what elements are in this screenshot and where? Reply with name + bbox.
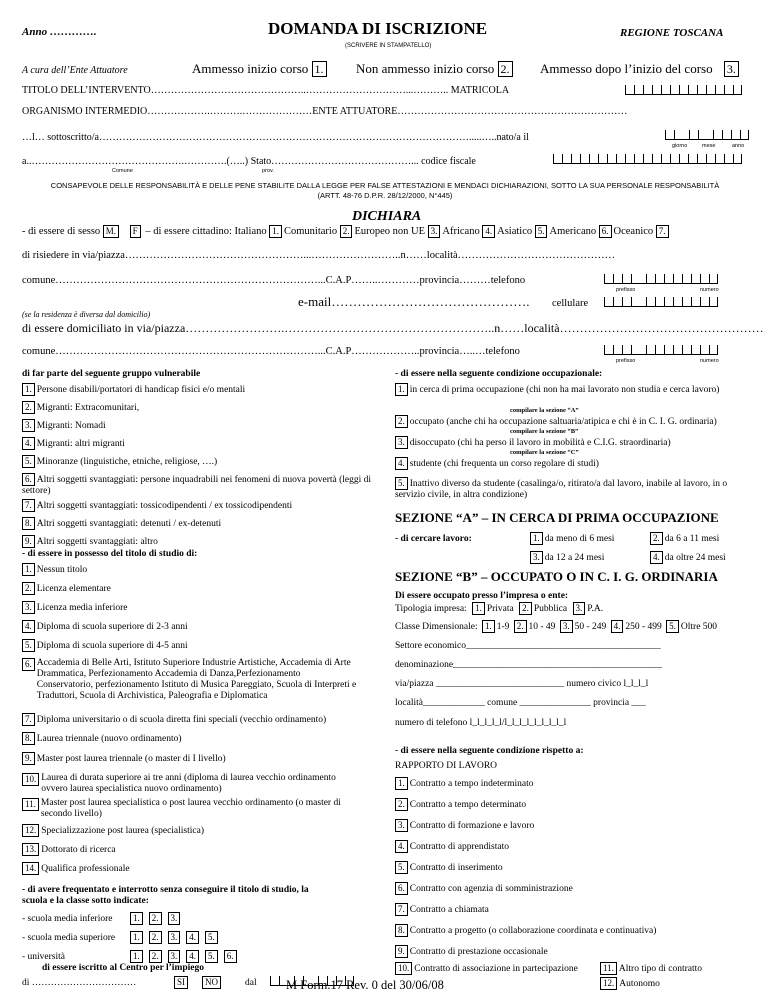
studio-7-checkbox[interactable]: 7. <box>22 713 35 726</box>
condizione-5-checkbox[interactable]: 5. <box>395 477 408 490</box>
pubblica-label: Pubblica <box>533 604 568 614</box>
gruppo-item[interactable] <box>22 419 106 432</box>
cittadinanza-7-checkbox[interactable]: 7. <box>656 225 669 238</box>
ente-label: A cura dell’Ente Attuatore <box>22 65 128 76</box>
gruppo-3-checkbox[interactable]: 3. <box>22 419 35 432</box>
si-label: SI <box>174 976 188 989</box>
condizione-2-checkbox[interactable]: 2. <box>395 415 408 428</box>
studio-14-label: Qualifica professionale <box>41 864 130 874</box>
prefisso2-label: prefisso <box>616 358 636 364</box>
sesso-f-checkbox[interactable]: F <box>130 225 141 238</box>
contratto-item[interactable] <box>395 924 656 937</box>
cercare-lavoro-label: - di cercare lavoro: <box>395 534 472 544</box>
domicilio-note: (se la residenza è diversa dal domicilio) <box>22 310 151 319</box>
media-superiore-row: - scuola media superiore 1. 2. 3. 4. 5. <box>22 931 220 944</box>
condizione-4-label: studente (chi frequenta un corso regolare di studi) <box>409 459 599 469</box>
contratto-item[interactable] <box>395 861 503 874</box>
domicilio-comune-field[interactable]: comune…………………………………………………………………...C.A.P………………..provincia…..…telefono <box>22 346 520 357</box>
centro-impiego-di-field[interactable]: di …………………………… <box>22 978 137 988</box>
gruppo-5-checkbox[interactable]: 5. <box>22 455 35 468</box>
giorno-label: giorno <box>672 143 688 149</box>
ammesso-label: Ammesso inizio corso <box>192 61 309 76</box>
prov-hint: prov. <box>262 168 274 174</box>
studio-3-checkbox[interactable]: 3. <box>22 601 35 614</box>
cittadinanza-6-checkbox[interactable]: 6. <box>599 225 612 238</box>
condizione-1-checkbox[interactable]: 1. <box>395 383 408 396</box>
prefisso-label: prefisso <box>616 287 636 293</box>
si-checkbox[interactable] <box>174 976 190 989</box>
anno-label: Anno …………. <box>22 26 97 38</box>
gruppo-8-label: Altri soggetti svantaggiati: detenuti / ex-detenuti <box>36 519 222 529</box>
consapevole-text: CONSAPEVOLE DELLE RESPONSABILITÀ E DELLE PENE STABILITE DALLA LEGGE PER FALSE ATTESTAZIONI E MENDACI DICHIARAZIONI, SOTTO LA SUA PERSONALE RESPONSABILITÀ (ARTT. 48-76 D.P.R. 28/12/2000, N°445) <box>50 181 720 200</box>
condizione-2-label: occupato (anche chi ha occupazione saltuaria/atipica e chi è in C. I. G. ordinaria) <box>409 417 717 427</box>
classe-1-label: 1-9 <box>496 622 510 632</box>
gruppo-item[interactable] <box>22 383 245 396</box>
gruppo-6-label: Altri soggetti svantaggiati: persone inquadrabili nei fenomeni di nuova povertà (leggi di settore) <box>22 475 372 496</box>
contratto-6-checkbox[interactable]: 6. <box>395 882 408 895</box>
gruppo-2-checkbox[interactable]: 2. <box>22 401 35 414</box>
contratto-item[interactable] <box>600 962 702 975</box>
mese-label: mese <box>702 143 716 149</box>
contratto-2-checkbox[interactable]: 2. <box>395 798 408 811</box>
studio-item[interactable] <box>22 843 116 856</box>
studio-item[interactable] <box>22 824 204 837</box>
studio-4-label: Diploma di scuola superiore di 2-3 anni <box>36 622 188 632</box>
footer-form-code: M Form.17 Rev. 0 del 30/06/08 <box>286 978 444 992</box>
classe-4-label: 250 - 499 <box>625 622 662 632</box>
gruppo-title: di far parte del seguente gruppo vulnerabile <box>22 369 201 379</box>
gruppo-7-label: Altri soggetti svantaggiati: tossicodipendenti / ex tossicodipendenti <box>36 501 293 511</box>
occupato-presso-label: Di essere occupato presso l’impresa o ente: <box>395 591 569 601</box>
studio-item[interactable] <box>22 601 127 614</box>
classe-2-label: 10 - 49 <box>528 622 556 632</box>
rapporto-label: RAPPORTO DI LAVORO <box>395 761 498 771</box>
titolo-studio-title: - di essere in possesso del titolo di studio di: <box>22 549 198 559</box>
matricola-cells[interactable] <box>625 83 742 95</box>
cittadinanza-4-checkbox[interactable]: 4. <box>482 225 495 238</box>
studio-9-label: Master post laurea triennale (o master di I livello) <box>36 754 226 764</box>
gruppo-7-checkbox[interactable]: 7. <box>22 499 35 512</box>
studio-item[interactable] <box>22 582 111 595</box>
studio-item[interactable] <box>22 639 188 652</box>
contratto-item[interactable] <box>395 945 548 958</box>
contratto-5-checkbox[interactable]: 5. <box>395 861 408 874</box>
gruppo-3-label: Migranti: Nomadi <box>36 421 106 431</box>
localita-impresa-field[interactable]: località_____________ comune _______________ provincia ___ <box>395 698 646 708</box>
cittadinanza-5-label: Americano <box>549 226 597 237</box>
condizione-item[interactable] <box>395 457 599 470</box>
condizione-3-label: disoccupato (chi ha perso il lavoro in mobilità e C.I.G. straordinaria) <box>409 438 671 448</box>
codice-fiscale-cells[interactable] <box>553 152 742 164</box>
denominazione-field[interactable]: denominazione____________________________________________ <box>395 660 663 670</box>
cerca-opt-2[interactable] <box>650 532 719 545</box>
cittadinanza-3-checkbox[interactable]: 3. <box>428 225 441 238</box>
studio-item[interactable] <box>22 773 363 795</box>
pa-label: P.A. <box>587 604 604 614</box>
studio-item[interactable] <box>22 658 359 702</box>
sezione-a-title: SEZIONE “A” – IN CERCA DI PRIMA OCCUPAZIONE <box>395 510 719 525</box>
gruppo-2-label: Migranti: Extracomunitari, <box>36 403 140 413</box>
ammesso-checkbox[interactable]: 1. <box>312 61 327 77</box>
contratto-12-label: Autonomo <box>619 979 660 989</box>
contratto-8-label: Contratto a progetto (o collaborazione coordinata e continuativa) <box>409 926 657 936</box>
centro-impiego-label: di essere iscritto al Centro per l’impiego <box>42 963 204 973</box>
contratto-item[interactable] <box>395 840 509 853</box>
gruppo-9-label: Altri soggetti svantaggiati: altro <box>36 537 158 547</box>
studio-12-checkbox[interactable]: 12. <box>22 824 39 837</box>
studio-13-checkbox[interactable]: 13. <box>22 843 39 856</box>
studio-item[interactable] <box>22 713 326 726</box>
cerca-1-label: da meno di 6 mesi <box>544 534 615 544</box>
regione-label: REGIONE TOSCANA <box>620 27 724 39</box>
contratto-item[interactable] <box>395 882 573 895</box>
condizione-4-checkbox[interactable]: 4. <box>395 457 408 470</box>
sesso-cittadinanza-row <box>22 225 671 238</box>
contratto-1-checkbox[interactable]: 1. <box>395 777 408 790</box>
contratto-item[interactable] <box>395 962 578 975</box>
cittadinanza-4-label: Asiatico <box>497 226 533 237</box>
dal-label: dal <box>245 978 257 988</box>
studio-item[interactable] <box>22 732 182 745</box>
data-nascita-cells[interactable] <box>665 128 749 140</box>
pa-checkbox[interactable]: 3. <box>573 602 586 615</box>
gruppo-1-checkbox[interactable]: 1. <box>22 383 35 396</box>
gruppo-item[interactable] <box>22 517 221 530</box>
classe-3-checkbox[interactable]: 3. <box>560 620 573 633</box>
studio-item[interactable] <box>22 620 188 633</box>
contratto-3-label: Contratto di formazione e lavoro <box>409 821 535 831</box>
gruppo-5-label: Minoranze (linguistiche, etniche, religiose, ….) <box>36 457 218 467</box>
studio-11-checkbox[interactable]: 11. <box>22 798 39 811</box>
tipologia-label: Tipologia impresa: <box>395 604 467 614</box>
studio-item[interactable] <box>22 862 130 875</box>
anno-nascita-label: anno <box>732 143 745 149</box>
contratto-10-checkbox[interactable]: 10. <box>395 962 412 975</box>
gruppo-item[interactable] <box>22 437 125 450</box>
studio-14-checkbox[interactable]: 14. <box>22 862 39 875</box>
condizione-5-label: Inattivo diverso da studente (casalinga/o, ritirato/a dal lavoro, inabile al lavoro, in o servizio civile, in altra condizione) <box>395 479 728 500</box>
contratto-9-checkbox[interactable]: 9. <box>395 945 408 958</box>
studio-8-label: Laurea triennale (nuovo ordinamento) <box>36 734 182 744</box>
universita-label: - università <box>22 952 66 962</box>
studio-8-checkbox[interactable]: 8. <box>22 732 35 745</box>
studio-2-checkbox[interactable]: 2. <box>22 582 35 595</box>
classe-2-checkbox[interactable]: 2. <box>514 620 527 633</box>
cellulare-label: cellulare <box>552 298 589 309</box>
studio-2-label: Licenza elementare <box>36 584 111 594</box>
contratto-12-checkbox[interactable]: 12. <box>600 977 617 990</box>
condizione-item[interactable] <box>395 415 717 428</box>
contratto-8-checkbox[interactable]: 8. <box>395 924 408 937</box>
cittadino-label: – di essere cittadino: Italiano <box>145 226 267 237</box>
no-label: NO <box>202 976 221 989</box>
contratto-11-checkbox[interactable]: 11. <box>600 962 617 975</box>
studio-9-checkbox[interactable]: 9. <box>22 752 35 765</box>
cerca-2-label: da 6 a 11 mesi <box>664 534 720 544</box>
ammesso-dopo-label: Ammesso dopo l’inizio del corso <box>540 61 713 76</box>
media-inferiore-label: - scuola media inferiore <box>22 914 113 924</box>
classe-row <box>395 620 717 633</box>
cittadinanza-3-label: Africano <box>442 226 480 237</box>
numero-label: numero <box>700 287 719 293</box>
organismo-field[interactable]: ORGANISMO INTERMEDIO……………….……….…………………ENTE ATTUATORE…………………………………………………………… <box>22 106 628 117</box>
compila-c-note: compilare la sezione “C” <box>510 449 579 456</box>
studio-6-label: Accademia di Belle Arti, Istituto Superiore Industrie Artistiche, Accademia di Arte Drammatica, Perfezionamento Accademia di Danza,Perfezionamento Conservatorio, perfezionamento Istituto di Musica Pareggiato, Scuola di Interpreti e Traduttori, Scuola di Archivistica, Paleografia e Diplomatica <box>36 658 357 701</box>
classe-3-label: 50 - 249 <box>574 622 607 632</box>
gruppo-4-label: Migranti: altri migranti <box>36 439 125 449</box>
page-title: DOMANDA DI ISCRIZIONE <box>268 19 488 38</box>
gruppo-item[interactable] <box>22 401 139 414</box>
studio-10-label: Laurea di durata superiore ai tre anni (diploma di laurea vecchio ordinamento ovvero laurea specialistica nuovo ordinamento) <box>41 773 336 794</box>
cittadinanza-1-checkbox[interactable]: 1. <box>269 225 282 238</box>
media-inferiore-row: - scuola media inferiore 1. 2. 3. <box>22 912 182 925</box>
sezione-b-title: SEZIONE “B” – OCCUPATO O IN C. I. G. ORDINARIA <box>395 569 718 584</box>
tipologia-row <box>395 602 603 615</box>
studio-6-checkbox[interactable]: 6. <box>22 658 35 671</box>
studio-1-label: Nessun titolo <box>36 565 88 575</box>
cerca-3-label: da 12 a 24 mesi <box>544 553 605 563</box>
settore-field[interactable]: Settore economico_________________________________________ <box>395 641 661 651</box>
cerca-4-label: da oltre 24 mesi <box>664 553 726 563</box>
cerca-1-checkbox[interactable]: 1. <box>530 532 543 545</box>
ammesso-option <box>192 61 329 77</box>
cittadinanza-5-checkbox[interactable]: 5. <box>535 225 548 238</box>
condizione-item[interactable] <box>395 477 745 501</box>
privata-checkbox[interactable]: 1. <box>472 602 485 615</box>
studio-1-checkbox[interactable]: 1. <box>22 563 35 576</box>
studio-item[interactable] <box>22 563 87 576</box>
domicilio-via-field[interactable]: di essere domiciliato in via/piazza…………………….……………………………………………..n……località…………………………………………… <box>22 321 764 335</box>
condizione-title: - di essere nella seguente condizione occupazionale: <box>395 369 603 379</box>
via-impresa-field[interactable]: via/piazza ___________________________ numero civico l_l_l_l <box>395 679 649 689</box>
ammesso-dopo-checkbox[interactable]: 3. <box>724 61 739 77</box>
condizione-item[interactable] <box>395 383 745 396</box>
contratto-10-label: Contratto di associazione in partecipazione <box>414 964 578 974</box>
stampatello-note: (SCRIVERE IN STAMPATELLO) <box>345 43 432 49</box>
classe-5-label: Oltre 500 <box>680 622 718 632</box>
gruppo-item[interactable] <box>22 455 217 468</box>
contratto-1-label: Contratto a tempo indeterminato <box>409 779 534 789</box>
cerca-opt-3[interactable] <box>530 551 604 564</box>
contratto-7-label: Contratto a chiamata <box>409 905 489 915</box>
gruppo-item[interactable] <box>22 499 292 512</box>
classe-label: Classe Dimensionale: <box>395 622 478 632</box>
contratto-2-label: Contratto a tempo determinato <box>409 800 527 810</box>
contratto-11-label: Altro tipo di contratto <box>618 964 703 974</box>
contratto-4-label: Contratto di apprendistato <box>409 842 509 852</box>
contratto-item[interactable] <box>600 977 660 990</box>
contratto-item[interactable] <box>395 777 533 790</box>
titolo-intervento-field[interactable]: TITOLO DELL’INTERVENTO………………………………………..…………………………...……….. MATRICOLA <box>22 85 510 96</box>
studio-item[interactable] <box>22 798 363 820</box>
studio-5-checkbox[interactable]: 5. <box>22 639 35 652</box>
sesso-m-checkbox[interactable]: M. <box>103 225 119 238</box>
studio-12-label: Specializzazione post laurea (specialistica) <box>41 826 204 836</box>
contratto-6-label: Contratto con agenzia di somministrazione <box>409 884 573 894</box>
studio-3-label: Licenza media inferiore <box>36 603 128 613</box>
contratto-9-label: Contratto di prestazione occasionale <box>409 947 548 957</box>
cellulare-cells[interactable] <box>604 295 718 307</box>
compila-b-note: compilare la sezione “B” <box>510 428 579 435</box>
contratto-item[interactable] <box>395 903 489 916</box>
gruppo-9-checkbox[interactable]: 9. <box>22 535 35 548</box>
compila-a-note: compilare la sezione “A” <box>510 407 579 414</box>
cerca-2-checkbox[interactable]: 2. <box>650 532 663 545</box>
studio-10-checkbox[interactable]: 10. <box>22 773 39 786</box>
comune-hint: Comune <box>112 168 133 174</box>
contratto-7-checkbox[interactable]: 7. <box>395 903 408 916</box>
numero2-label: numero <box>700 358 719 364</box>
email-field[interactable]: e-mail………………………………………. <box>298 294 530 309</box>
interrotto-title: - di avere frequentato e interrotto senza conseguire il titolo di studio, la scuola e la classe sotto indicate: <box>22 885 309 906</box>
telefono-cells[interactable] <box>604 272 718 284</box>
non-ammesso-checkbox[interactable]: 2. <box>498 61 513 77</box>
cittadinanza-6-label: Oceanico <box>613 226 654 237</box>
privata-label: Privata <box>486 604 514 614</box>
condizione-item[interactable] <box>395 436 671 449</box>
classe-5-checkbox[interactable]: 5. <box>666 620 679 633</box>
condizione-3-checkbox[interactable]: 3. <box>395 436 408 449</box>
telefono-impresa-field[interactable]: numero di telefono l_l_l_l_l/l_l_l_l_l_l_l_l_l <box>395 718 567 728</box>
studio-item[interactable] <box>22 752 226 765</box>
media-superiore-label: - scuola media superiore <box>22 933 116 943</box>
classe-4-checkbox[interactable]: 4. <box>611 620 624 633</box>
pubblica-checkbox[interactable]: 2. <box>519 602 532 615</box>
contratto-item[interactable] <box>395 798 526 811</box>
telefono2-cells[interactable] <box>604 343 718 355</box>
studio-11-label: Master post laurea specialistica o post laurea vecchio ordinamento (o master di secondo livello) <box>40 798 341 819</box>
universita-row: - università 1. 2. 3. 4. 5. 6. <box>22 950 239 963</box>
no-checkbox[interactable] <box>202 976 223 989</box>
studio-7-label: Diploma universitario o di scuola diretta fini speciali (vecchio ordinamento) <box>36 715 327 725</box>
cerca-3-checkbox[interactable]: 3. <box>530 551 543 564</box>
contratto-item[interactable] <box>395 819 534 832</box>
rispetto-title: - di essere nella seguente condizione rispetto a: <box>395 746 584 756</box>
luogo-nascita-field[interactable]: a..……………………………………….………….(…..) Stato……………………………………... codice fiscale <box>22 156 476 167</box>
cittadinanza-2-checkbox[interactable]: 2. <box>340 225 353 238</box>
sesso-label: - di essere di sesso <box>22 226 101 237</box>
contratto-4-checkbox[interactable]: 4. <box>395 840 408 853</box>
gruppo-4-checkbox[interactable]: 4. <box>22 437 35 450</box>
ammesso-dopo-option <box>540 61 741 77</box>
residenza-via-field[interactable]: di risiedere in via/piazza……………………………………………...……………………..n……località……………………………………… <box>22 250 616 261</box>
gruppo-1-label: Persone disabili/portatori di handicap fisici e/o mentali <box>36 385 246 395</box>
non-ammesso-option <box>356 61 515 77</box>
non-ammesso-label: Non ammesso inizio corso <box>356 61 495 76</box>
contratto-5-label: Contratto di inserimento <box>409 863 503 873</box>
gruppo-item[interactable] <box>22 473 372 497</box>
studio-4-checkbox[interactable]: 4. <box>22 620 35 633</box>
cerca-opt-1[interactable] <box>530 532 614 545</box>
sottoscritto-field[interactable]: …l… sottoscritto/a………………………………………………………………………………………………….....…..nato/a il <box>22 132 529 143</box>
condizione-1-label: in cerca di prima occupazione (chi non ha mai lavorato non studia e cerca lavoro) <box>409 385 720 395</box>
cittadinanza-2-label: Europeo non UE <box>354 226 426 237</box>
studio-13-label: Dottorato di ricerca <box>41 845 116 855</box>
cerca-4-checkbox[interactable]: 4. <box>650 551 663 564</box>
gruppo-6-checkbox[interactable]: 6. <box>22 473 35 486</box>
gruppo-8-checkbox[interactable]: 8. <box>22 517 35 530</box>
classe-1-checkbox[interactable]: 1. <box>482 620 495 633</box>
contratto-3-checkbox[interactable]: 3. <box>395 819 408 832</box>
dichiara-heading: DICHIARA <box>352 209 422 224</box>
cerca-opt-4[interactable] <box>650 551 726 564</box>
domicilio-note-text: se la residenza è diversa dal domicilio <box>24 310 148 319</box>
residenza-comune-field[interactable]: comune…………………………………………………………………...C.A.P……..…………provincia………telefono <box>22 275 526 286</box>
cittadinanza-1-label: Comunitario <box>283 226 338 237</box>
studio-5-label: Diploma di scuola superiore di 4-5 anni <box>36 641 188 651</box>
gruppo-item[interactable] <box>22 535 158 548</box>
